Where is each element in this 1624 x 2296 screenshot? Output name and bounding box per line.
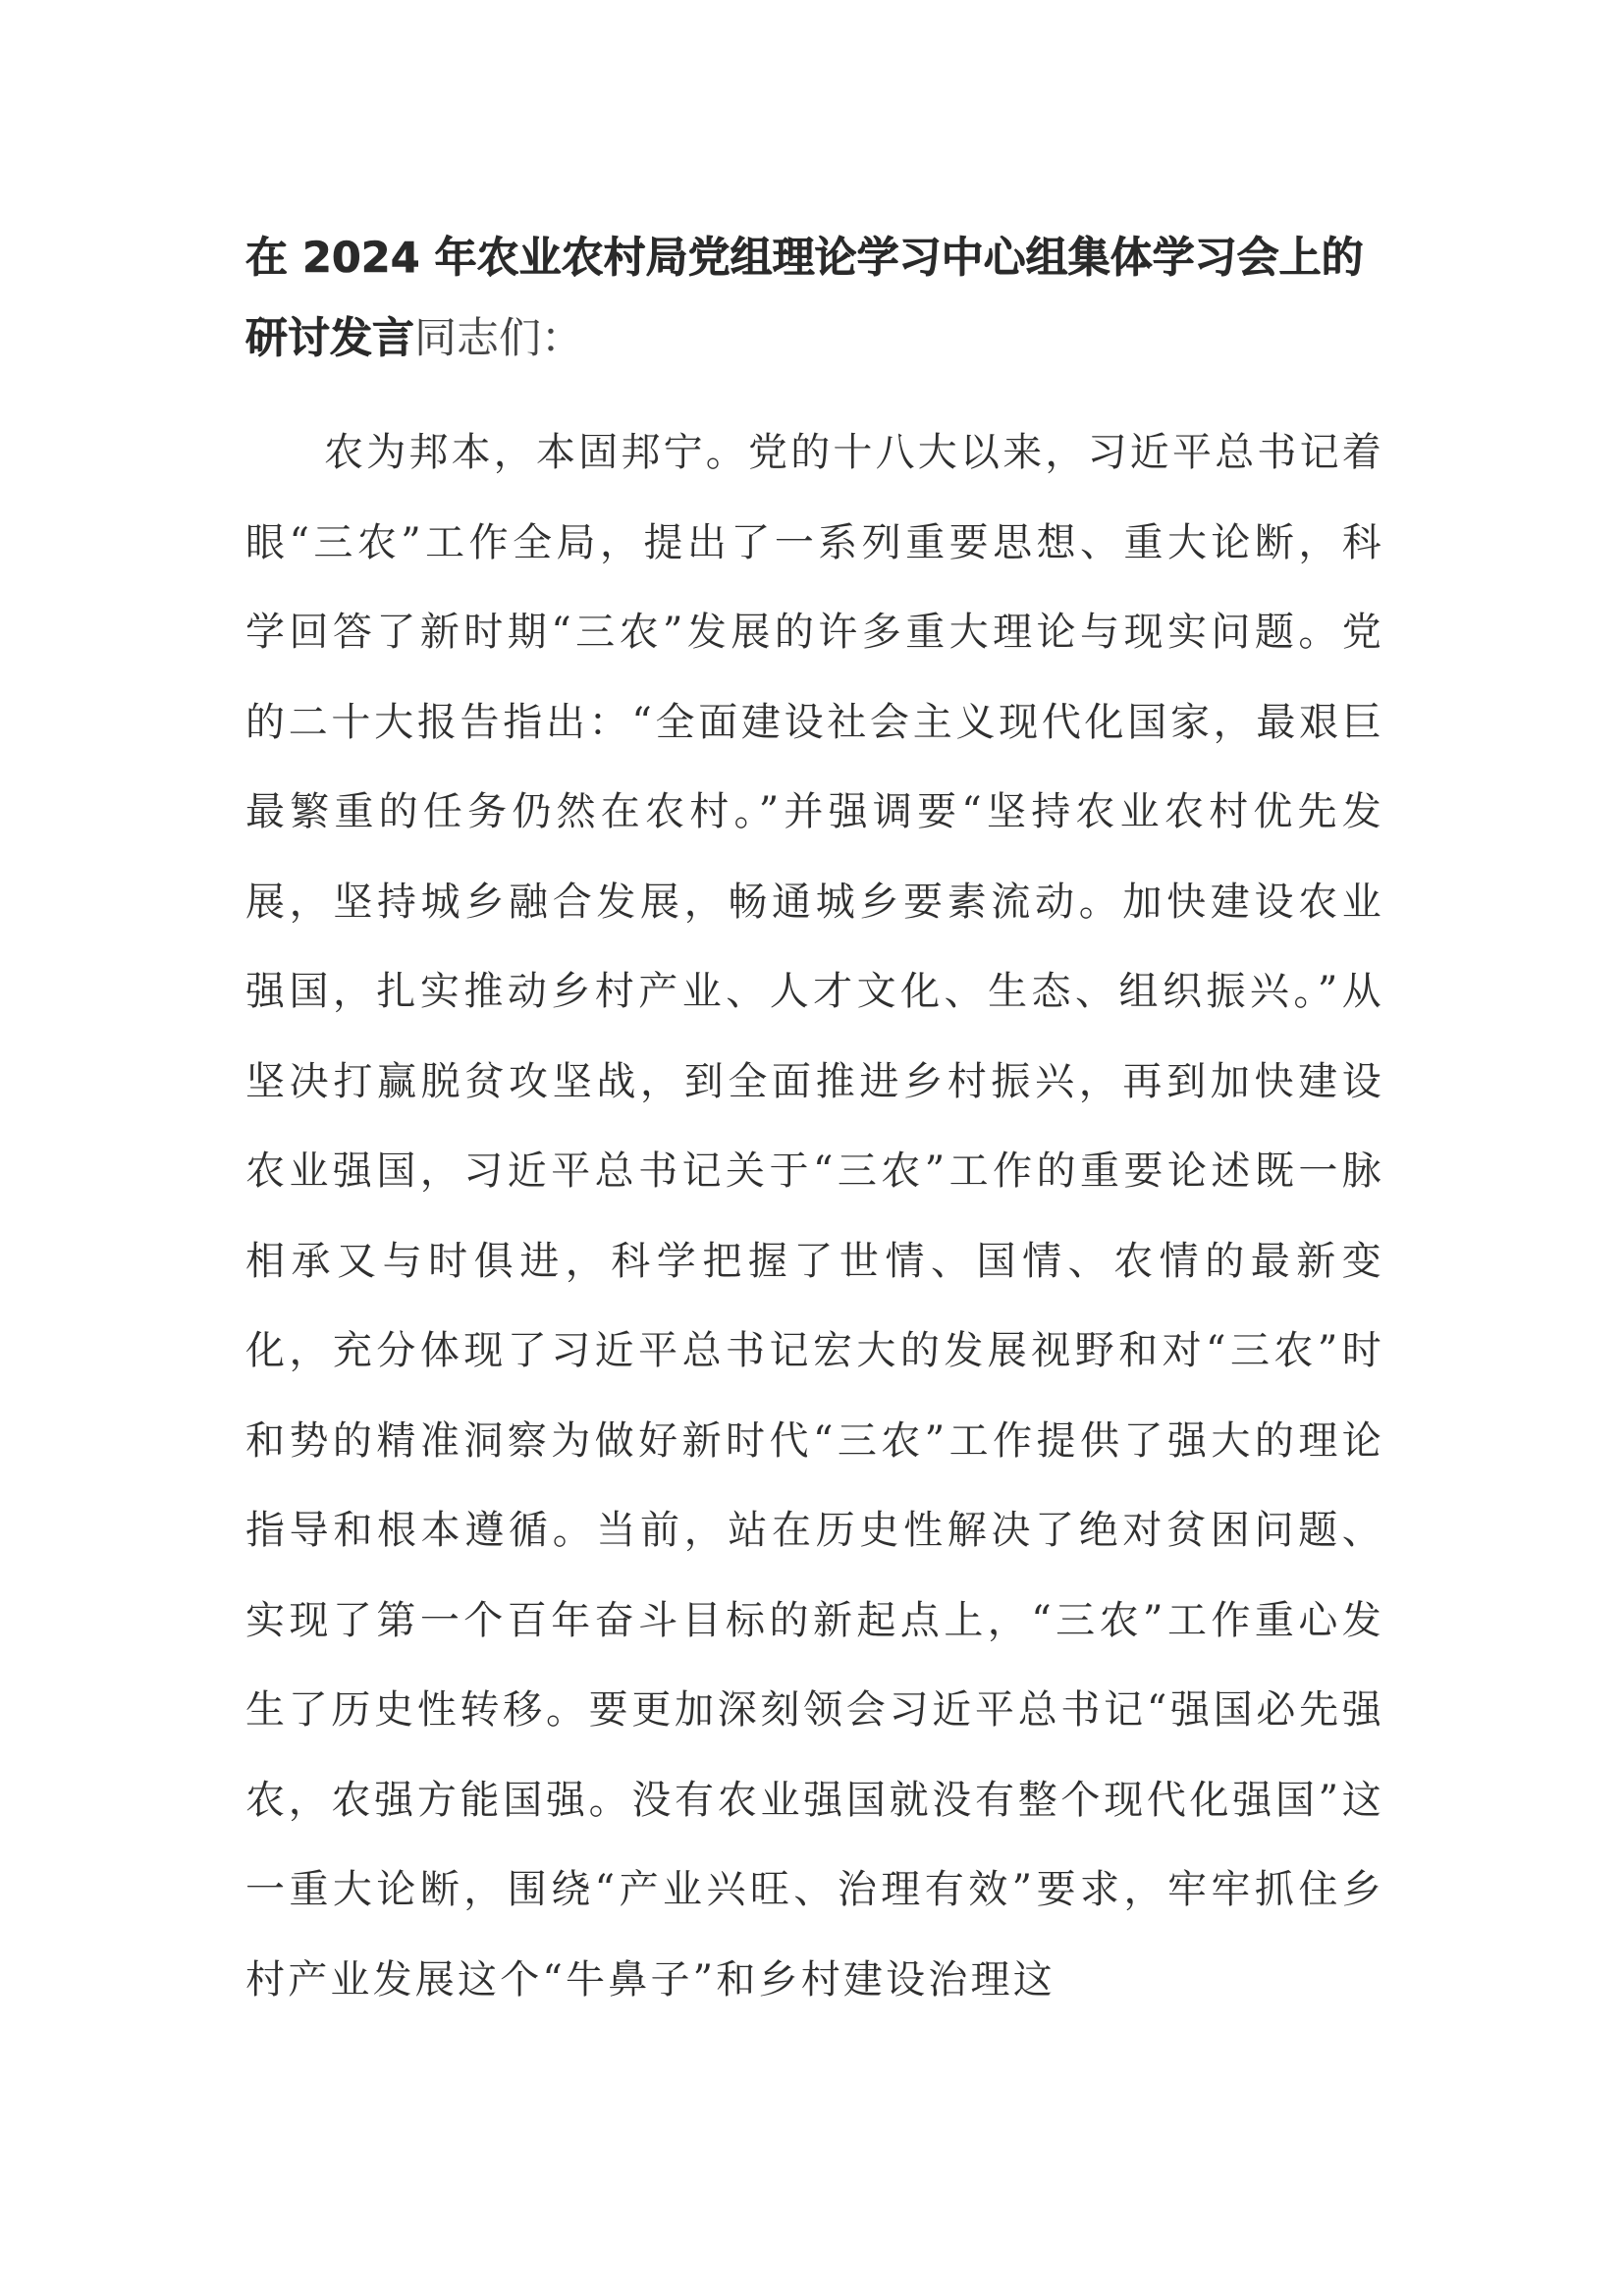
document-title (245, 218, 1384, 379)
title-lead: 在 2024 年农业农村局党组理论学习中心组集体学习会上的研讨发言 (245, 234, 1364, 363)
body-paragraph: 农为邦本，本固邦宁。党的十八大以来，习近平总书记着眼“三农”工作全局，提出了一系列重要思想、重大论断，科学回答了新时期“三农”发展的许多重大理论与现实问题。党的二十大报告指出：“全面建设社会主义现代化国家，最艰巨最繁重的任务仍然在农村。”并强调要“坚持农业农村优先发展，坚持城乡融合发展，畅通城乡要素流动。加快建设农业强国，扎实推动乡村产业、人才文化、生态、组织振兴。”从坚决打赢脱贫攻坚战，到全面推进乡村振兴，再到加快建设农业强国，习近平总书记关于“三农”工作的重要论述既一脉相承又与时俱进，科学把握了世情、国情、农情的最新变化，充分体现了习近平总书记宏大的发展视野和对“三农”时和势的精准洞察为做好新时代“三农”工作提供了强大的理论指导和根本遵循。当前，站在历史性解决了绝对贫困问题、实现了第一个百年奋斗目标的新起点上，“三农”工作重心发生了历史性转移。要更加深刻领会习近平总书记“强国必先强农，农强方能国强。没有农业强国就没有整个现代化强国”这一重大论断，围绕“产业兴旺、治理有效”要求，牢牢抓住乡村产业发展这个“牛鼻子”和乡村建设治理这 (245, 430, 1384, 2002)
document-content (245, 218, 1384, 2025)
salutation: 同志们： (414, 314, 583, 363)
